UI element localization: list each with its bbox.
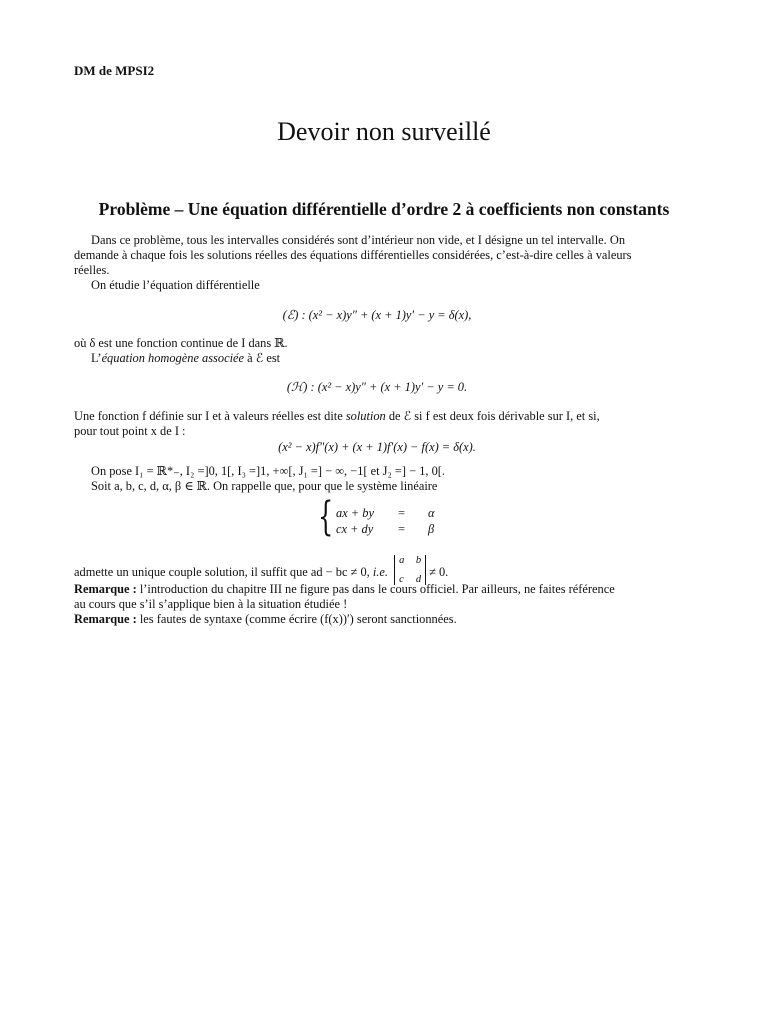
homogeneous-term: équation homogène associée: [101, 351, 245, 365]
system-row-2-eq: =: [398, 522, 405, 536]
remark-1-label: Remarque :: [74, 582, 137, 596]
homogeneous-prefix: L’: [91, 351, 102, 365]
left-brace: {: [318, 494, 334, 540]
solution-def-line-1: [74, 409, 680, 424]
det-c: c: [399, 574, 404, 585]
header-label: DM de MPSI2: [74, 63, 155, 78]
intro-paragraph: [74, 233, 680, 293]
delta-definition-line: où δ est une fonction continue de I dans ℝ.: [74, 336, 288, 350]
intro-line-1: Dans ce problème, tous les intervalles considérés sont d’intérieur non vide, et I désigne un tel intervalle. On: [91, 233, 626, 247]
remark-1-text: l’introduction du chapitre III ne figure pas dans le cours officiel. Par ailleurs, ne faites référence: [136, 582, 615, 596]
system-row-1-eq: =: [398, 506, 405, 520]
det-d: d: [415, 574, 422, 585]
solution-def-line-2: pour tout point x de I :: [74, 424, 186, 438]
equation-h: (ℋ) : (x² − x)y″ + (x + 1)y′ − y = 0.: [286, 380, 468, 394]
solution-definition: [74, 409, 680, 439]
system-row-2: [336, 522, 434, 537]
remark-2-text: les fautes de syntaxe (comme écrire (f(x))′) seront sanctionnées.: [136, 612, 457, 626]
system-row-2-rhs: β: [428, 522, 435, 536]
solution-term: solution: [345, 409, 386, 423]
determinant: [394, 555, 426, 585]
remarks: [74, 582, 680, 627]
system-row-1-rhs: α: [428, 506, 435, 520]
intro-line-4: On étudie l’équation différentielle: [91, 278, 260, 292]
document-title: Devoir non surveillé: [277, 117, 491, 146]
homogeneous-suffix: à ℰ est: [244, 351, 281, 365]
system-intro-line: Soit a, b, c, d, α, β ∈ ℝ. On rappelle que, pour que le système linéaire: [91, 479, 438, 493]
remark-1-line-2: au cours que s’il s’applique bien à la situation étudiée !: [74, 597, 348, 611]
after-e-paragraph: [74, 336, 680, 366]
homogeneous-intro-line: [74, 351, 680, 366]
equation-f: (x² − x)f″(x) + (x + 1)f′(x) − f(x) = δ(x).: [278, 440, 476, 454]
solution-def-text-b: de ℰ si f est deux fois dérivable sur I, et si,: [385, 409, 600, 423]
remark-1-line-1: [74, 582, 680, 597]
det-b: b: [415, 555, 422, 566]
intervals-paragraph: [74, 464, 680, 494]
ie-abbrev: i.e.: [372, 564, 388, 579]
intro-line-2: demande à chaque fois les solutions réelles des équations différentielles considérées, c’est-à-dire celles à valeurs: [74, 248, 632, 262]
intro-line-3: réelles.: [74, 263, 110, 277]
linear-system: [318, 494, 478, 543]
remark-2-label: Remarque :: [74, 612, 137, 626]
equation-e: (ℰ) : (x² − x)y″ + (x + 1)y′ − y = δ(x),: [282, 308, 472, 322]
intervals-line: On pose I₁ = ℝ*₋, I₂ =]0, 1[, I₃ =]1, +∞[, J₁ =] − ∞, −1[ et J₂ =] − 1, 0[.: [91, 464, 446, 478]
det-a: a: [399, 555, 405, 566]
uniqueness-suffix: ≠ 0.: [429, 564, 449, 579]
remark-2-line: [74, 612, 680, 627]
uniqueness-prefix: admette un unique couple solution, il suffit que ad − bc ≠ 0,: [74, 564, 373, 579]
system-row-1-lhs: ax + by: [336, 506, 374, 520]
problem-heading: Problème – Une équation différentielle d’ordre 2 à coefficients non constants: [98, 199, 670, 219]
solution-def-text-a: Une fonction f définie sur I et à valeurs réelles est dite: [74, 409, 346, 423]
system-row-1: [336, 506, 435, 521]
system-row-2-lhs: cx + dy: [336, 522, 374, 536]
